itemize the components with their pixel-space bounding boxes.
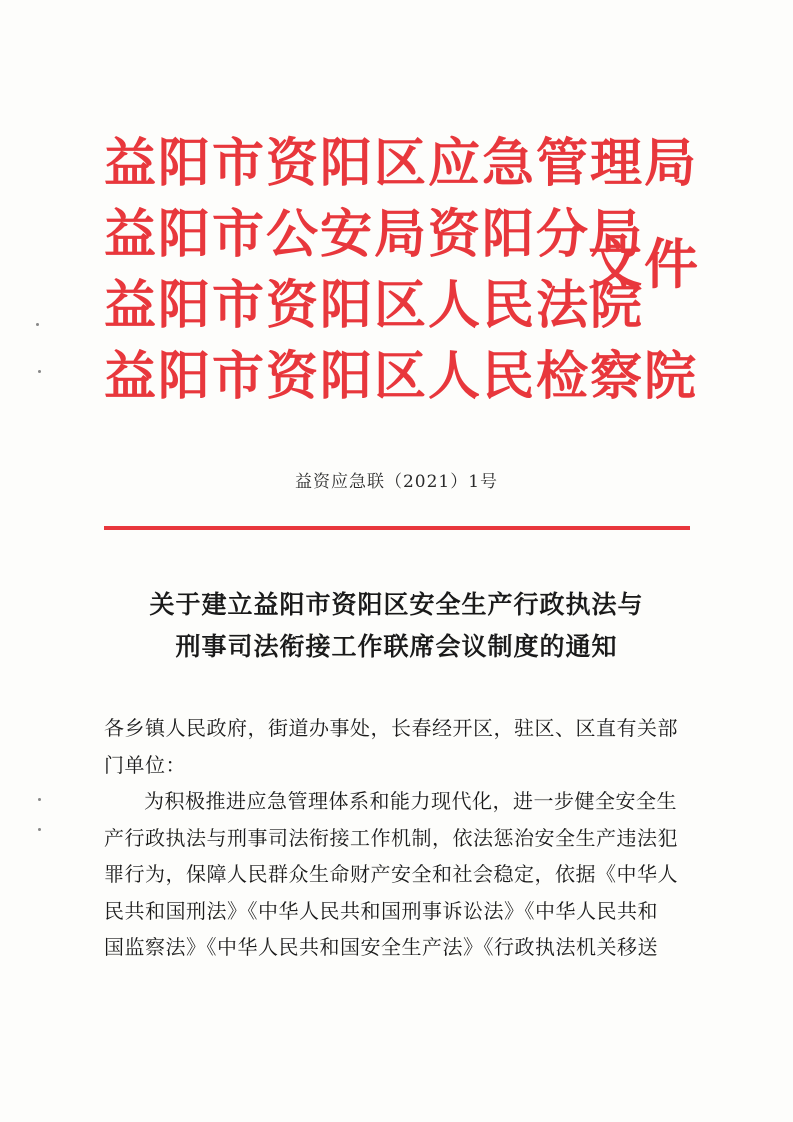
- notice-body: [104, 710, 694, 966]
- paragraph-line-1: 为积极推进应急管理体系和能力现代化，进一步健全安全生: [144, 789, 677, 813]
- salutation: [104, 710, 694, 783]
- paragraph-line-5: 国监察法》《中华人民共和国安全生产法》《行政执法机关移送: [104, 935, 658, 959]
- paragraph-line-2: 产行政执法与刑事司法衔接工作机制，依法惩治安全生产违法犯: [104, 825, 678, 850]
- notice-title-line-1: 关于建立益阳市资阳区安全生产行政执法与: [149, 590, 644, 619]
- issuer-people-procuratorate: 益阳市资阳区人民检察院: [104, 346, 699, 407]
- body-paragraph: [104, 783, 694, 966]
- document-type-label: 文件: [588, 232, 700, 296]
- document-number: 益资应急联（2021）1号: [294, 472, 499, 492]
- notice-title: [0, 584, 793, 668]
- scan-speck: [38, 798, 41, 801]
- issuer-people-court: 益阳市资阳区人民法院: [104, 275, 645, 336]
- paragraph-line-3: 罪行为，保障人民群众生命财产安全和社会稳定，依据《中华人: [104, 862, 678, 886]
- scan-speck: [38, 828, 41, 831]
- salutation-line-2: 门单位：: [104, 752, 186, 777]
- notice-title-line-2: 刑事司法衔接工作联席会议制度的通知: [175, 632, 618, 661]
- issuer-emergency-management-bureau: 益阳市资阳区应急管理局: [104, 133, 699, 194]
- salutation-line-1: 各乡镇人民政府，街道办事处，长春经开区，驻区、区直有关部: [104, 716, 678, 740]
- red-divider-line: [104, 526, 690, 530]
- paragraph-line-4: 民共和国刑法》《中华人民共和国刑事诉讼法》《中华人民共和: [104, 898, 658, 923]
- scan-speck: [36, 323, 39, 326]
- issuer-public-security-branch: 益阳市公安局资阳分局: [104, 204, 645, 265]
- scan-speck: [38, 370, 41, 373]
